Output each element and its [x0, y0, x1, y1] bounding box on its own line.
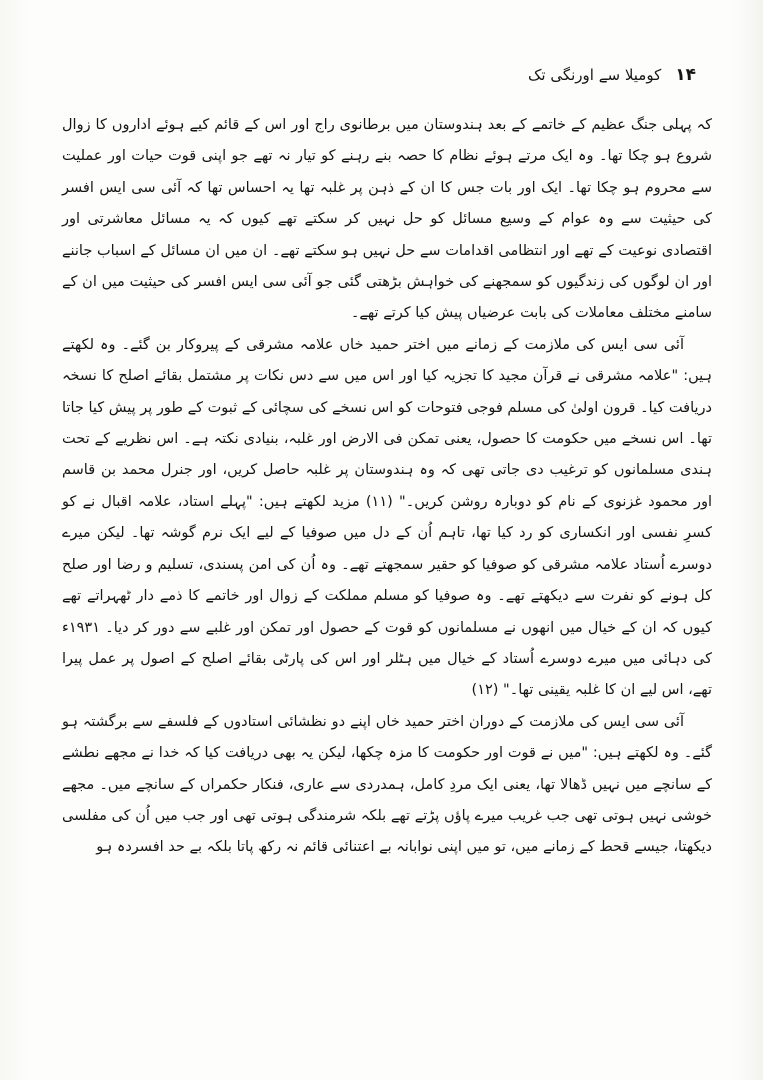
page-number: ۱۴	[675, 65, 696, 85]
running-title: کومیلا سے اورنگی تک	[527, 66, 662, 84]
paragraph-2: آئی سی ایس کی ملازمت کے زمانے میں اختر حمید خاں علامہ مشرقی کے پیروکار بن گئے۔ وہ لکھتے ہیں: "علامہ مشرقی نے قرآن مجید کا تجزیہ کیا اور اس میں سے دس نکات پر مشتمل بقائے اصلح کا نسخہ دریافت کیا۔ قرون اولیٰ کی مسلم فوجی فتوحات کو اس نسخے کی سچائی کے ثبوت کے طور پر پیش کیا جاتا تھا۔ اس نسخے میں حکومت کا حصول، یعنی تمکن فی الارض اور غلبہ، بنیادی نکتہ ہے۔ اس نظریے کے تحت ہندی مسلمانوں کو ترغیب دی جاتی تھی کہ وہ ہندوستان پر غلبہ حاصل کریں، اور جنرل محمد بن قاسم اور محمود غزنوی کے نام کو دوبارہ روشن کریں۔" (۱۱) مزید لکھتے ہیں: "پہلے استاد، علامہ اقبال نے کو کسرِ نفسی اور انکساری کو رد کیا تھا، تاہم اُن کے دل میں صوفیا کے لیے ایک نرم گوشہ تھا۔ لیکن میرے دوسرے اُستاد علامہ مشرقی کو صوفیا کو حقیر سمجھتے تھے۔ وہ اُن کی امن پسندی، تسلیم و رضا اور صلح کل ہونے کو نفرت سے دیکھتے تھے۔ وہ صوفیا کو مسلم مملکت کے زوال اور خاتمے کا ذمے دار ٹھہراتے تھے کیوں کہ ان کے خیال میں انھوں نے مسلمانوں کو قوت کے حصول اور تمکن اور غلبے سے دور کر دیا۔ ۱۹۳۱ء کی دہائی میں میرے دوسرے اُستاد کے خیال میں ہٹلر اور اس کی پارٹی بقائے اصلح کے اصول پر عمل پیرا تھے، اس لیے ان کا غلبہ یقینی تھا۔" (۱۲)	[62, 336, 713, 699]
paragraph-1: کہ پہلی جنگ عظیم کے خاتمے کے بعد ہندوستان میں برطانوی راج اور اس کے قائم کیے ہوئے اداروں کا زوال شروع ہو چکا تھا۔ وہ ایک مرتے ہوئے نظام کا حصہ بنے رہنے کو تیار نہ تھے جو اپنی قوت حیات اور عملیت سے محروم ہو چکا تھا۔ ایک اور بات جس کا ان کے ذہن پر غلبہ تھا یہ احساس تھا کہ آئی سی ایس افسر کی حیثیت سے وہ عوام کے وسیع مسائل کو حل نہیں کر سکتے تھے کیوں کہ یہ مسائل معاشرتی اور اقتصادی نوعیت کے تھے اور انتظامی اقدامات سے حل نہیں ہو سکتے تھے۔ ان میں ان مسائل کے اسباب جاننے اور ان لوگوں کی زندگیوں کو سمجھنے کی خواہش بڑھتی گئی جو آئی سی ایس افسر کی حیثیت میں ان کے سامنے مختلف معاملات کی بابت عرضیاں پیش کیا کرتے تھے۔	[62, 117, 712, 322]
page-header	[470, 60, 696, 90]
paragraph-3: آئی سی ایس کی ملازمت کے دوران اختر حمید خاں اپنے دو نظشائی استادوں کے فلسفے سے برگشتہ ہو گئے۔ وہ لکھتے ہیں: "میں نے قوت اور حکومت کا مزہ چکھا، لیکن یہ بھی دریافت کیا کہ خدا نے مجھے نطشے کے سانچے میں نہیں ڈھالا تھا، یعنی ایک مردِ کامل، ہمدردی سے عاری، فنکار حکمراں کے سانچے میں۔ مجھے خوشی نہیں ہوتی تھی جب غریب میرے پاؤں پڑتے تھے بلکہ شرمندگی ہوتی تھی اور جب میں اُن کی مفلسی دیکھتا، جیسے قحط کے زمانے میں، تو میں اپنی نوابانہ بے اعتنائی قائم نہ رکھ پاتا بلکہ بے حد افسردہ ہو	[62, 713, 712, 856]
body-text	[62, 110, 712, 864]
